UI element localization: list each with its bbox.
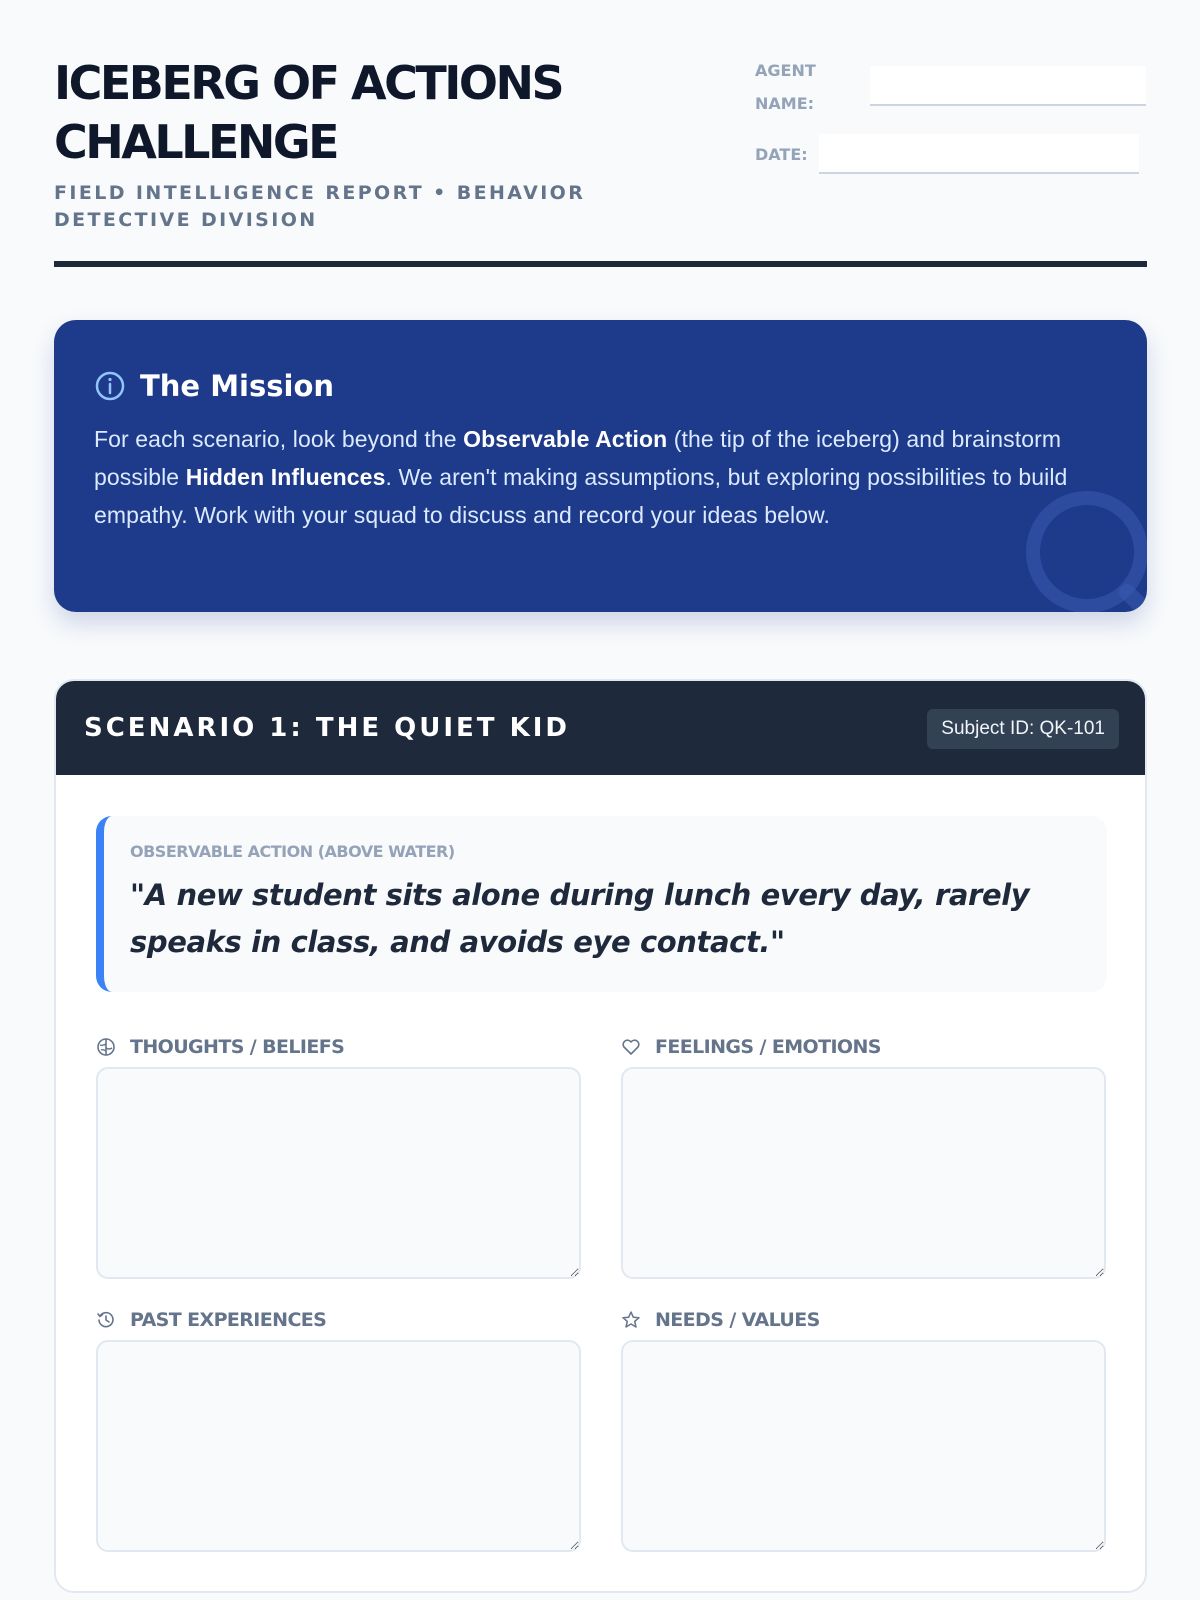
agent-name-field[interactable]	[870, 66, 1146, 106]
feelings-answer-box[interactable]	[621, 1067, 1106, 1279]
past-experiences-label	[96, 1306, 326, 1334]
magnifier-icon	[1007, 472, 1147, 612]
mission-text-part: . We aren't making assumptions, but exploring possibilities to build empathy. Work with your squad to discuss and record your ideas below.	[94, 464, 1068, 528]
mission-text-part: For each scenario, look beyond the	[94, 426, 464, 452]
page-subtitle: FIELD INTELLIGENCE REPORT • BEHAVIOR DETECTIVE DIVISION	[54, 182, 586, 231]
mission-instructions	[94, 420, 1104, 534]
heart-icon	[621, 1037, 641, 1057]
past-experiences-answer-box[interactable]	[96, 1340, 581, 1552]
needs-values-label-text: NEEDS / VALUES	[655, 1309, 820, 1331]
thoughts-answer-box[interactable]	[96, 1067, 581, 1279]
mission-panel	[54, 320, 1147, 612]
observable-action-box	[96, 816, 1107, 992]
scenario-header	[56, 681, 1145, 775]
page-title: ICEBERG OF ACTIONS CHALLENGE	[54, 56, 563, 169]
observable-action-quote: "A new student sits alone during lunch every day, rarely speaks in class, and avoids eye contact."	[130, 878, 1030, 959]
needs-values-answer-box[interactable]	[621, 1340, 1106, 1552]
scenario-title: SCENARIO 1: THE QUIET KID	[84, 713, 570, 743]
star-icon	[621, 1310, 641, 1330]
past-experiences-label-text: PAST EXPERIENCES	[130, 1309, 327, 1331]
feelings-label	[621, 1033, 881, 1061]
mission-heading	[94, 366, 334, 406]
observable-action-label: OBSERVABLE ACTION (ABOVE WATER)	[130, 842, 455, 861]
info-icon	[94, 370, 126, 402]
feelings-label-text: FEELINGS / EMOTIONS	[655, 1036, 881, 1058]
scenario-card	[54, 679, 1147, 1593]
agent-name-label: AGENT NAME:	[755, 61, 816, 113]
mission-bold-term: Hidden Influences	[185, 464, 386, 490]
thoughts-label-text: THOUGHTS / BELIEFS	[130, 1036, 345, 1058]
mission-title: The Mission	[140, 369, 335, 403]
report-header	[54, 54, 1147, 267]
subject-id-badge: Subject ID: QK-101	[927, 709, 1119, 749]
mission-text-part: (the tip of the iceberg) and brainstorm possible	[94, 426, 1062, 490]
date-field[interactable]	[819, 134, 1139, 174]
brain-icon	[96, 1037, 116, 1057]
mission-bold-term: Observable Action	[463, 426, 668, 452]
history-icon	[96, 1310, 116, 1330]
needs-values-label	[621, 1306, 820, 1334]
date-label: DATE:	[755, 145, 808, 164]
thoughts-label	[96, 1033, 344, 1061]
